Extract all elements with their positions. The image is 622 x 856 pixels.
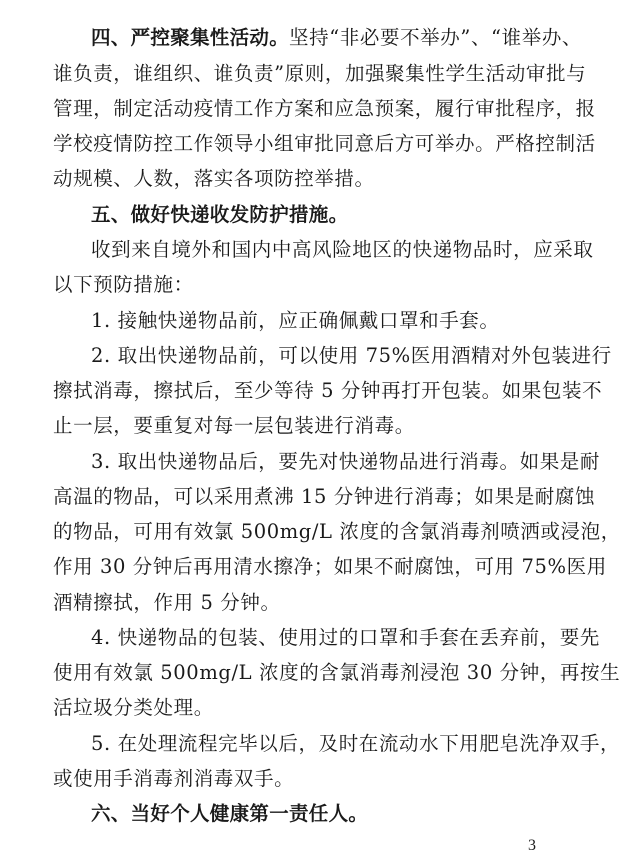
section-4-line-1 [91,24,583,52]
item-3-line-2: 高温的物品，可以采用煮沸 15 分钟进行消毒；如果是耐腐蚀 [53,485,596,508]
section-5-intro-line-1: 收到来自境外和国内中高风险地区的快递物品时，应采取 [91,238,594,261]
page-number: 3 [528,837,536,854]
item-4-line-1: 4. 快递物品的包装、使用过的口罩和手套在丢弃前，要先 [91,626,601,649]
item-3-line-3: 的物品，可用有效氯 500mg/L 浓度的含氯消毒剂喷洒或浸泡， [53,520,621,543]
section-4-text: 坚持“非必要不举办”、“谁举办、 [289,26,583,49]
section-4-line-3: 管理，制定活动疫情工作方案和应急预案，履行审批程序，报 [53,97,596,120]
section-5-intro-line-2: 以下预防措施： [53,273,194,296]
section-4-line-5: 动规模、人数，落实各项防控举措。 [53,167,375,190]
section-4-line-2: 谁负责，谁组织、谁负责”原则，加强聚集性学生活动审批与 [53,62,587,85]
item-4-line-3: 活垃圾分类处理。 [53,696,214,719]
item-2-line-2: 擦拭消毒，擦拭后，至少等待 5 分钟再打开包装。如果包装不 [53,379,603,402]
section-6-heading: 六、当好个人健康第一责任人。 [91,802,369,825]
item-3-line-1: 3. 取出快递物品后，要先对快递物品进行消毒。如果是耐 [91,450,601,473]
section-5-heading: 五、做好快递收发防护措施。 [91,203,349,226]
item-2-line-1: 2. 取出快递物品前，可以使用 75%医用酒精对外包装进行 [91,344,612,367]
item-3-line-4: 作用 30 分钟后再用清水擦净；如果不耐腐蚀，可用 75%医用 [53,555,607,578]
item-3-line-5: 酒精擦拭，作用 5 分钟。 [53,591,281,614]
item-5-line-2: 或使用手消毒剂消毒双手。 [53,767,295,790]
section-4-heading: 四、严控聚集性活动。 [91,26,290,49]
item-4-line-2: 使用有效氯 500mg/L 浓度的含氯消毒剂浸泡 30 分钟，再按生 [53,661,621,684]
section-4-line-4: 学校疫情防控工作领导小组审批同意后方可举办。严格控制活 [53,132,596,155]
item-1-line-1: 1. 接触快递物品前，应正确佩戴口罩和手套。 [91,309,500,332]
item-2-line-3: 止一层，要重复对每一层包装进行消毒。 [53,414,415,437]
item-5-line-1: 5. 在处理流程完毕以后，及时在流动水下用肥皂洗净双手， [91,732,621,755]
